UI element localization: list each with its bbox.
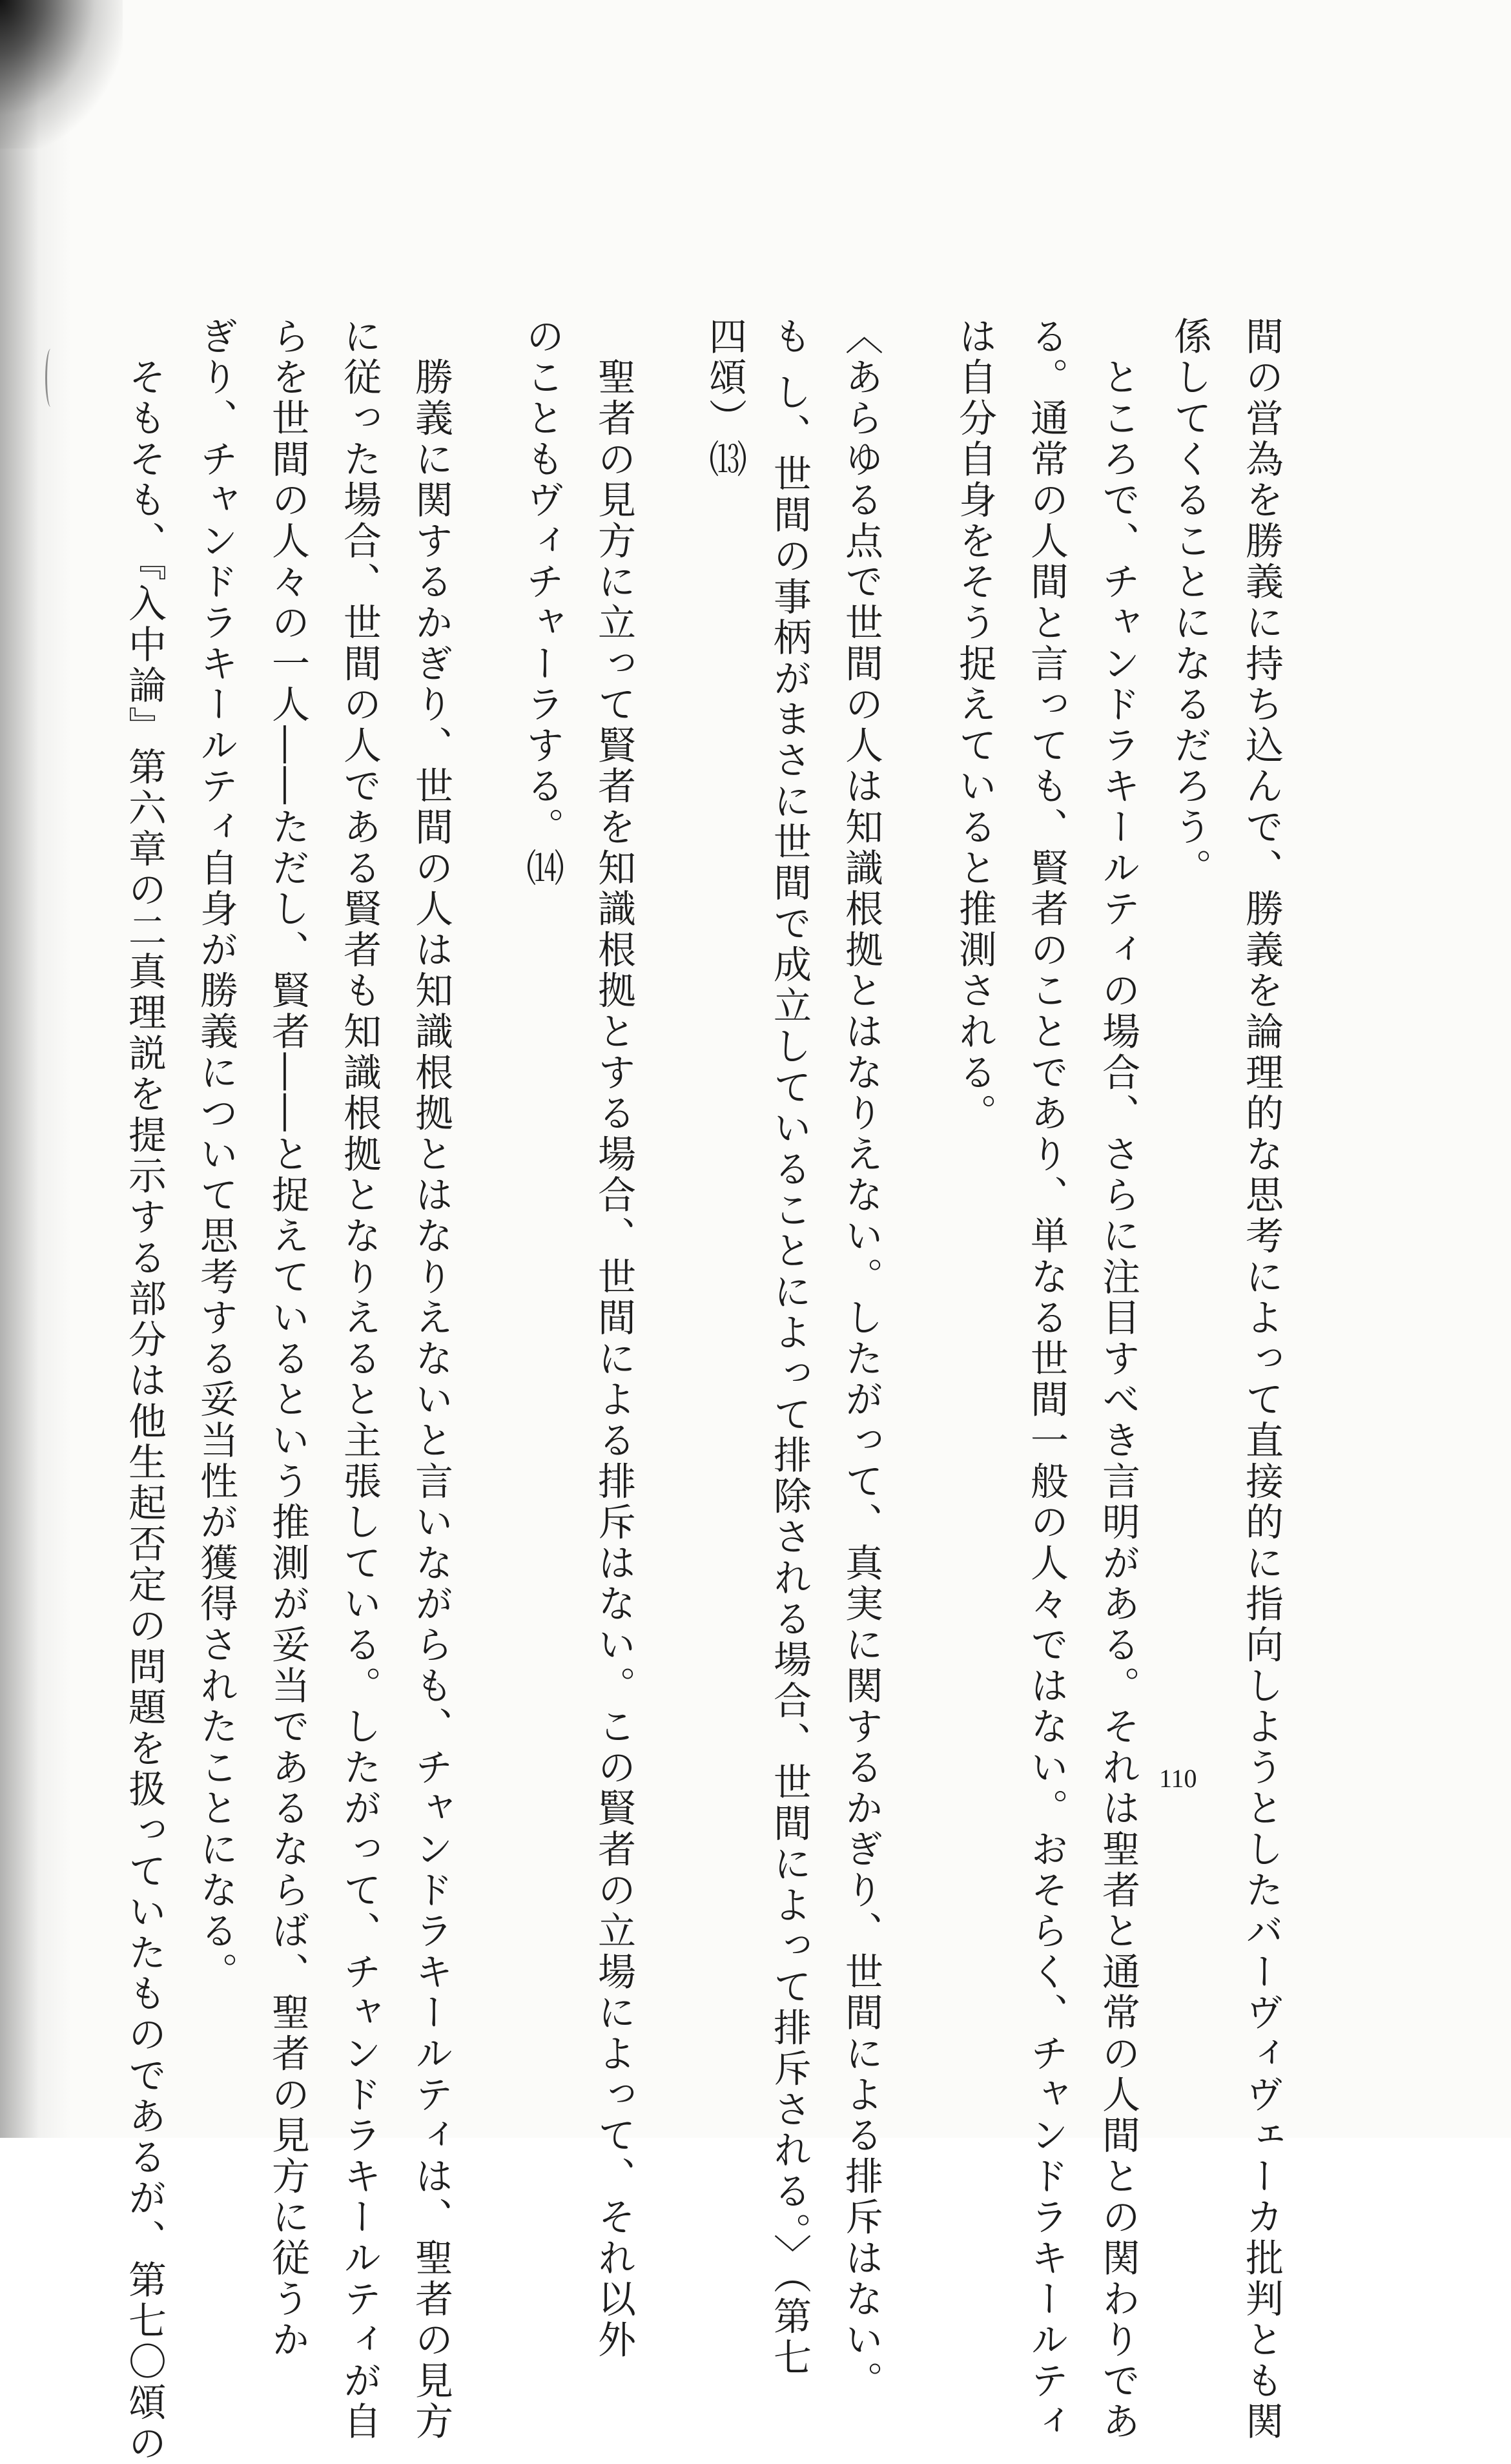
text-line: 係してくることになるだろう。 [1167, 316, 1212, 889]
text-line: 四頌）⒀ [703, 316, 747, 481]
text-line: そもそも、『入中論』第六章の二真理説を提示する部分は他生起否定の問題を扱っていたものであるが、第七〇頌の [122, 316, 167, 2464]
text-line: 〈あらゆる点で世間の人は知識根拠とはなりえない。したがって、真実に関するかぎり、世間による排斥はない。 [839, 316, 883, 2402]
text-line: は自分自身をそう捉えていると推測される。 [952, 316, 997, 1134]
text-line: 勝義に関するかぎり、世間の人は知識根拠とはなりえないと言いながらも、チャンドラキールティは、聖者の見方 [409, 316, 453, 2443]
page-number: 110 [1159, 1764, 1197, 1793]
text-line: のこともヴィチャーラする。⒁ [520, 316, 564, 889]
binding-edge-mark [45, 349, 56, 407]
text-line: らを世間の人々の一人――ただし、賢者――と捉えているという推測が妥当であるならば、聖者の見方に従うか [265, 316, 310, 2361]
scan-corner-shadow [0, 0, 123, 149]
text-line: 間の営為を勝義に持ち込んで、勝義を論理的な思考によって直接的に指向しようとしたバーヴィヴェーカ批判とも関 [1239, 316, 1284, 2443]
text-line: も し、世間の事柄がまさに世間で成立していることによって排除される場合、世間によって排斥される。〉（第七 [767, 316, 812, 2379]
text-line: に従った場合、世間の人である賢者も知識根拠となりえると主張している。したがって、チャンドラキールティが自 [337, 316, 382, 2443]
text-line: ぎり、チャンドラキールティ自身が勝義について思考する妥当性が獲得されたことになる。 [194, 316, 238, 1993]
text-line: る。通常の人間と言っても、賢者のことであり、単なる世間一般の人々ではない。おそらく、チャンドラキールティ [1024, 316, 1069, 2443]
scan-shadow [0, 0, 71, 2138]
text-line: 聖者の見方に立って賢者を知識根拠とする場合、世間による排斥はない。この賢者の立場によって、それ以外 [591, 316, 636, 2361]
text-line: ところで、チャンドラキールティの場合、さらに注目すべき言明がある。それは聖者と通常の人間との関わりであ [1096, 316, 1140, 2443]
